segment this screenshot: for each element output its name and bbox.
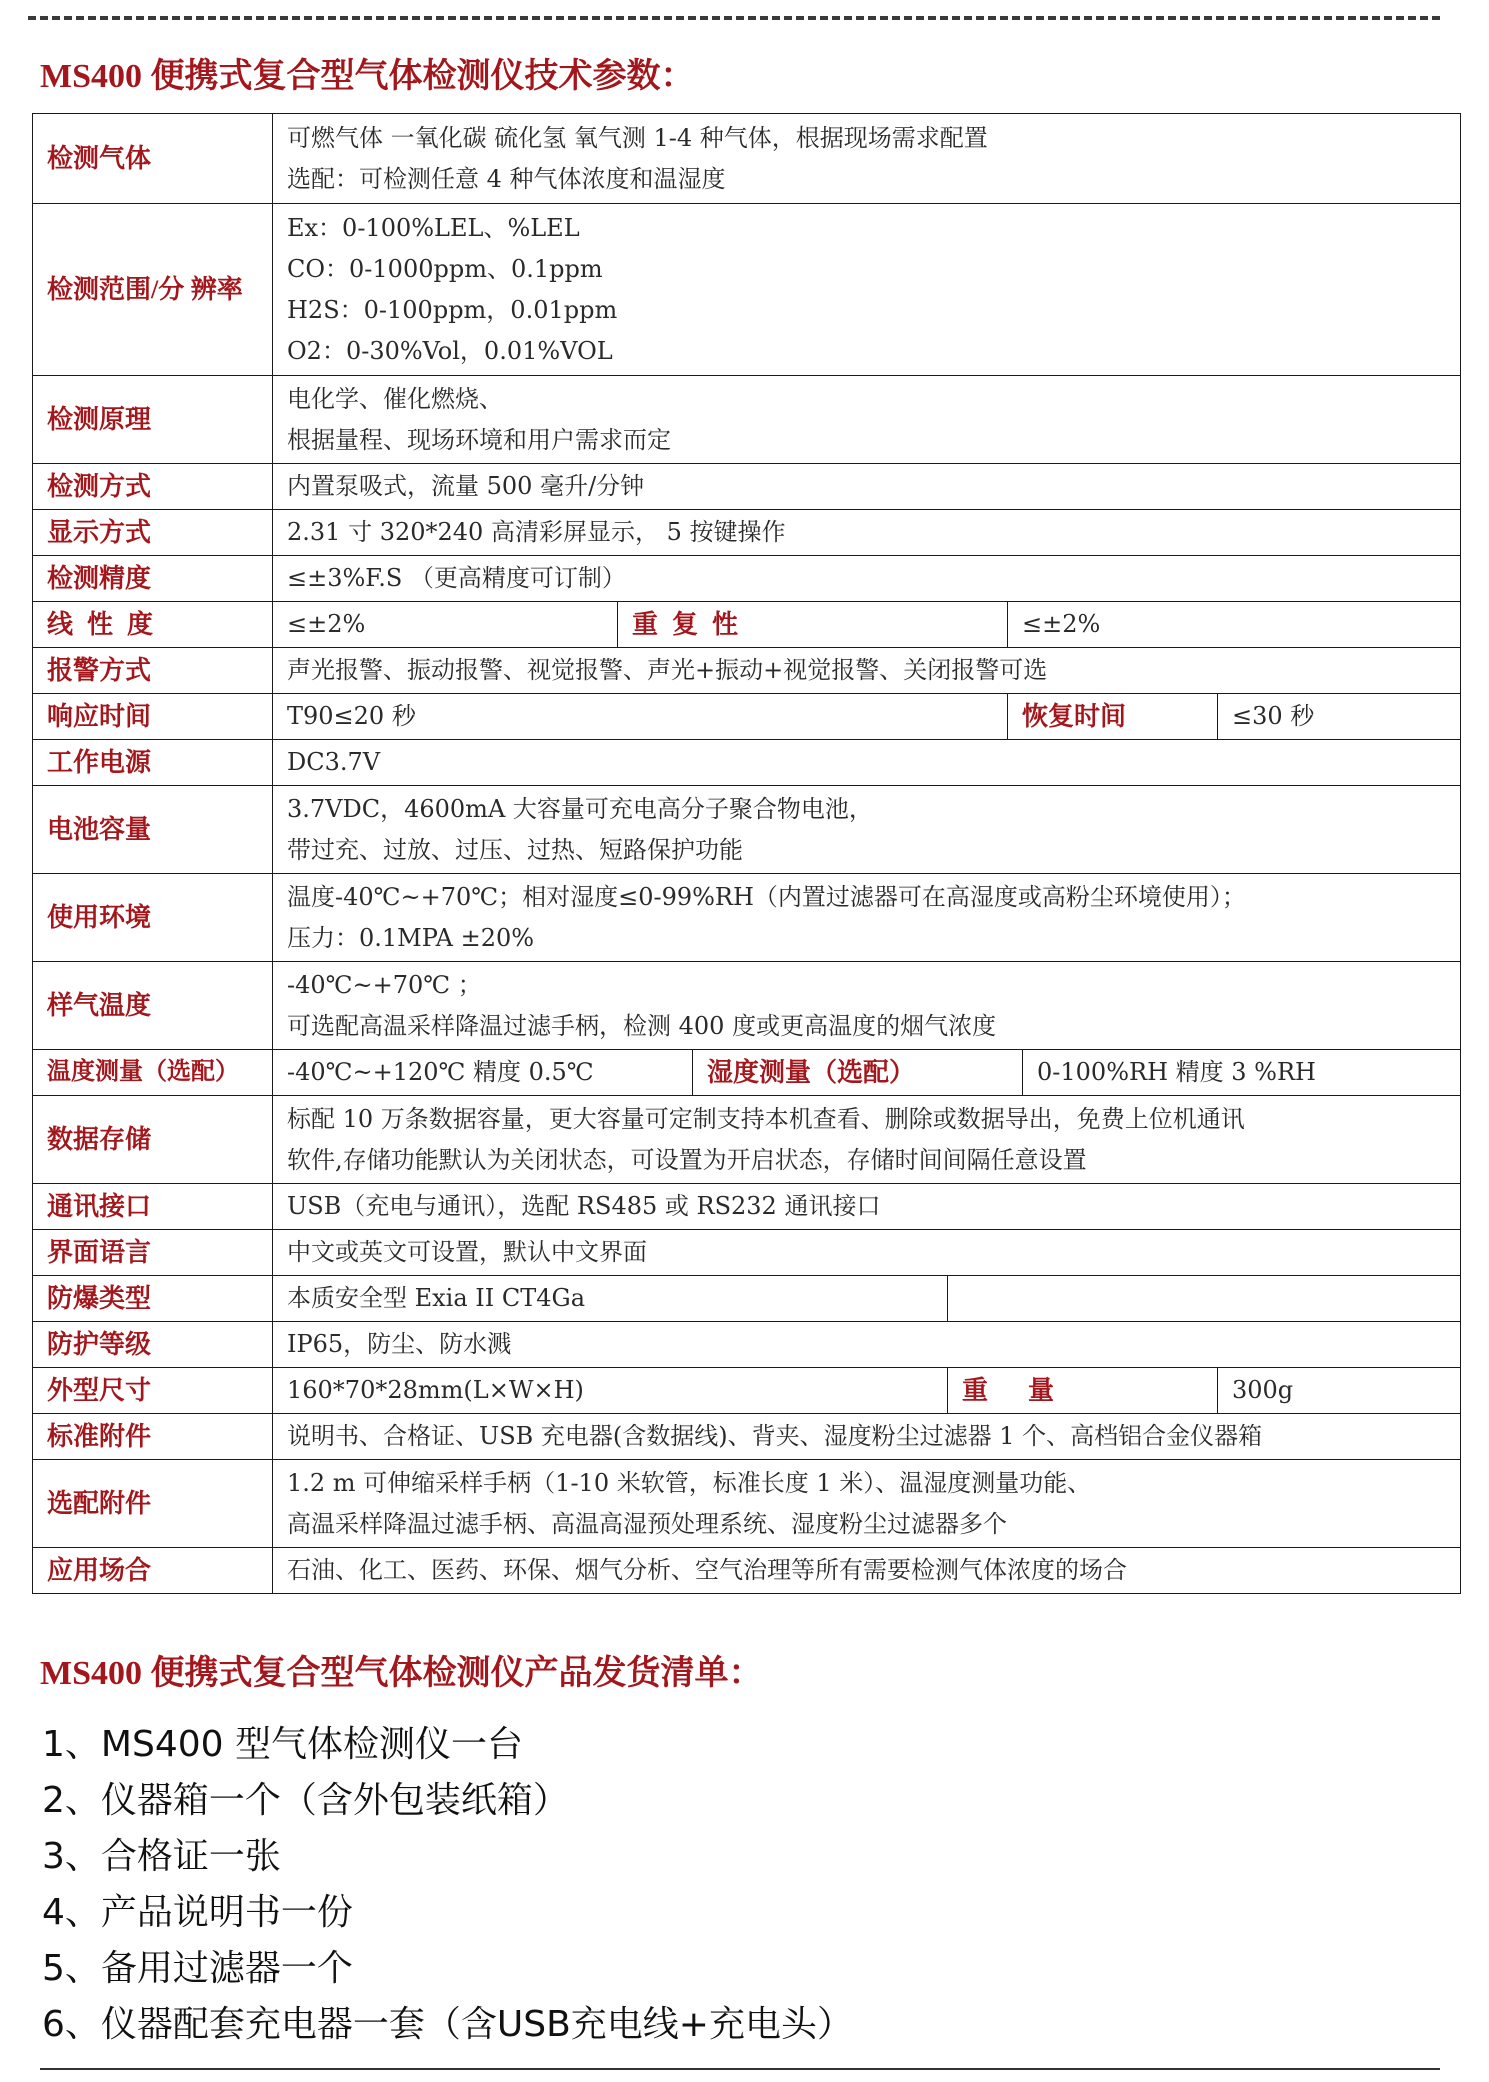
row-alarm xyxy=(33,648,1461,694)
explosion-value: 本质安全型 Exia II CT4Ga xyxy=(273,1276,948,1322)
row-temp-humid xyxy=(33,1050,1461,1096)
principle-line1: 电化学、催化燃烧、 xyxy=(287,384,503,413)
env-line2: 压力：0.1MPA ±20% xyxy=(287,923,535,952)
weight-label: 重量 xyxy=(948,1368,1218,1414)
env-line1: 温度-40℃~+70℃；相对湿度≤0-99%RH（内置过滤器可在高湿度或高粉尘环境使用）； xyxy=(287,882,1246,911)
row-sampletemp xyxy=(33,962,1461,1050)
humid-value: 0-100%RH 精度 3 %RH xyxy=(1023,1050,1461,1096)
principle-line2: 根据量程、现场环境和用户需求而定 xyxy=(287,425,671,454)
range-line3: H2S：0-100ppm，0.01ppm xyxy=(287,295,618,324)
app-value: 石油、化工、医药、环保、烟气分析、空气治理等所有需要检测气体浓度的场合 xyxy=(273,1548,1461,1594)
row-power xyxy=(33,740,1461,786)
recovery-label: 恢复时间 xyxy=(1008,694,1218,740)
protect-value: IP65，防尘、防水溅 xyxy=(273,1322,1461,1368)
ship-item: 3、合格证一张 xyxy=(42,1836,281,1877)
response-label: 响应时间 xyxy=(33,694,273,740)
range-line1: Ex：0-100%LEL、%LEL xyxy=(287,213,580,242)
bottom-rule xyxy=(40,2068,1440,2070)
ship-item: 5、备用过滤器一个 xyxy=(42,1948,353,1989)
tempmeas-value: -40℃~+120℃ 精度 0.5℃ xyxy=(273,1050,693,1096)
spec-table xyxy=(32,113,1461,1594)
row-app xyxy=(33,1548,1461,1594)
row-std-acc xyxy=(33,1414,1461,1460)
display-value: 2.31 寸 320*240 高清彩屏显示， 5 按键操作 xyxy=(273,510,1461,556)
battery-line2: 带过充、过放、过压、过热、短路保护功能 xyxy=(287,835,743,864)
row-comm xyxy=(33,1184,1461,1230)
ship-title: MS400 便携式复合型气体检测仪产品发货清单： xyxy=(40,1655,763,1692)
row-opt-acc xyxy=(33,1460,1461,1548)
power-value: DC3.7V xyxy=(273,740,1461,786)
lang-value: 中文或英文可设置，默认中文界面 xyxy=(273,1230,1461,1276)
comm-label: 通讯接口 xyxy=(33,1184,273,1230)
opt-acc-label: 选配附件 xyxy=(33,1460,273,1548)
row-protect xyxy=(33,1322,1461,1368)
protect-label: 防护等级 xyxy=(33,1322,273,1368)
top-dashed-rule xyxy=(28,16,1440,20)
explosion-empty-cell xyxy=(948,1276,1461,1322)
std-acc-value: 说明书、合格证、USB 充电器(含数据线)、背夹、湿度粉尘过滤器 1 个、高档铝合金仪器箱 xyxy=(273,1414,1461,1460)
tempmeas-label: 温度测量（选配） xyxy=(33,1050,273,1096)
row-explosion xyxy=(33,1276,1461,1322)
precision-label: 检测精度 xyxy=(33,556,273,602)
humid-label: 湿度测量（选配） xyxy=(693,1050,1023,1096)
battery-label: 电池容量 xyxy=(33,786,273,874)
power-label: 工作电源 xyxy=(33,740,273,786)
storage-line2: 软件,存储功能默认为关闭状态，可设置为开启状态，存储时间间隔任意设置 xyxy=(287,1145,1087,1174)
storage-label: 数据存储 xyxy=(33,1096,273,1184)
std-acc-label: 标准附件 xyxy=(33,1414,273,1460)
ship-item: 4、产品说明书一份 xyxy=(42,1892,353,1933)
gas-label: 检测气体 xyxy=(33,114,273,204)
response-value: T90≤20 秒 xyxy=(273,694,1008,740)
row-lang xyxy=(33,1230,1461,1276)
repeat-value: ≤±2% xyxy=(1008,602,1461,648)
sampletemp-label: 样气温度 xyxy=(33,962,273,1050)
row-precision xyxy=(33,556,1461,602)
repeat-label: 重复性 xyxy=(618,602,1008,648)
env-label: 使用环境 xyxy=(33,874,273,962)
comm-value: USB（充电与通讯），选配 RS485 或 RS232 通讯接口 xyxy=(273,1184,1461,1230)
row-gas xyxy=(33,114,1461,204)
ship-item: 2、仪器箱一个（含外包装纸箱） xyxy=(42,1780,569,1821)
size-label: 外型尺寸 xyxy=(33,1368,273,1414)
lang-label: 界面语言 xyxy=(33,1230,273,1276)
alarm-value: 声光报警、振动报警、视觉报警、声光+振动+视觉报警、关闭报警可选 xyxy=(273,648,1461,694)
range-line4: O2：0-30%Vol，0.01%VOL xyxy=(287,336,613,365)
size-value: 160*70*28mm(L×W×H) xyxy=(273,1368,948,1414)
row-principle xyxy=(33,376,1461,464)
app-label: 应用场合 xyxy=(33,1548,273,1594)
alarm-label: 报警方式 xyxy=(33,648,273,694)
recovery-value: ≤30 秒 xyxy=(1218,694,1461,740)
row-storage xyxy=(33,1096,1461,1184)
storage-line1: 标配 10 万条数据容量，更大容量可定制支持本机查看、删除或数据导出，免费上位机通讯 xyxy=(287,1104,1245,1133)
row-range xyxy=(33,204,1461,376)
row-response xyxy=(33,694,1461,740)
battery-line1: 3.7VDC，4600mA 大容量可充电高分子聚合物电池， xyxy=(287,794,873,823)
opt-acc-line1: 1.2 m 可伸缩采样手柄（1-10 米软管，标准长度 1 米）、温湿度测量功能、 xyxy=(287,1468,1092,1497)
spec-title: MS400 便携式复合型气体检测仪技术参数： xyxy=(40,58,695,95)
explosion-label: 防爆类型 xyxy=(33,1276,273,1322)
row-method xyxy=(33,464,1461,510)
range-line2: CO：0-1000ppm、0.1ppm xyxy=(287,254,603,283)
row-battery xyxy=(33,786,1461,874)
ship-item: 1、MS400 型气体检测仪一台 xyxy=(42,1724,523,1765)
principle-label: 检测原理 xyxy=(33,376,273,464)
linearity-label: 线性度 xyxy=(33,602,273,648)
range-label: 检测范围/分 辨率 xyxy=(33,204,273,376)
linearity-value: ≤±2% xyxy=(273,602,618,648)
method-label: 检测方式 xyxy=(33,464,273,510)
weight-value: 300g xyxy=(1218,1368,1461,1414)
precision-value: ≤±3%F.S （更高精度可订制） xyxy=(273,556,1461,602)
ship-item: 6、仪器配套充电器一套（含USB充电线+充电头） xyxy=(42,2004,853,2045)
opt-acc-line2: 高温采样降温过滤手柄、高温高湿预处理系统、湿度粉尘过滤器多个 xyxy=(287,1509,1007,1538)
display-label: 显示方式 xyxy=(33,510,273,556)
gas-line1: 可燃气体 一氧化碳 硫化氢 氧气测 1-4 种气体，根据现场需求配置 xyxy=(287,123,988,152)
row-display xyxy=(33,510,1461,556)
gas-line2: 选配：可检测任意 4 种气体浓度和温湿度 xyxy=(287,164,726,193)
row-linearity xyxy=(33,602,1461,648)
row-env xyxy=(33,874,1461,962)
sampletemp-line2: 可选配高温采样降温过滤手柄，检测 400 度或更高温度的烟气浓度 xyxy=(287,1011,997,1040)
row-size xyxy=(33,1368,1461,1414)
ship-list xyxy=(42,1717,1442,2053)
sampletemp-line1: -40℃~+70℃ ； xyxy=(287,970,482,999)
method-value: 内置泵吸式，流量 500 毫升/分钟 xyxy=(273,464,1461,510)
